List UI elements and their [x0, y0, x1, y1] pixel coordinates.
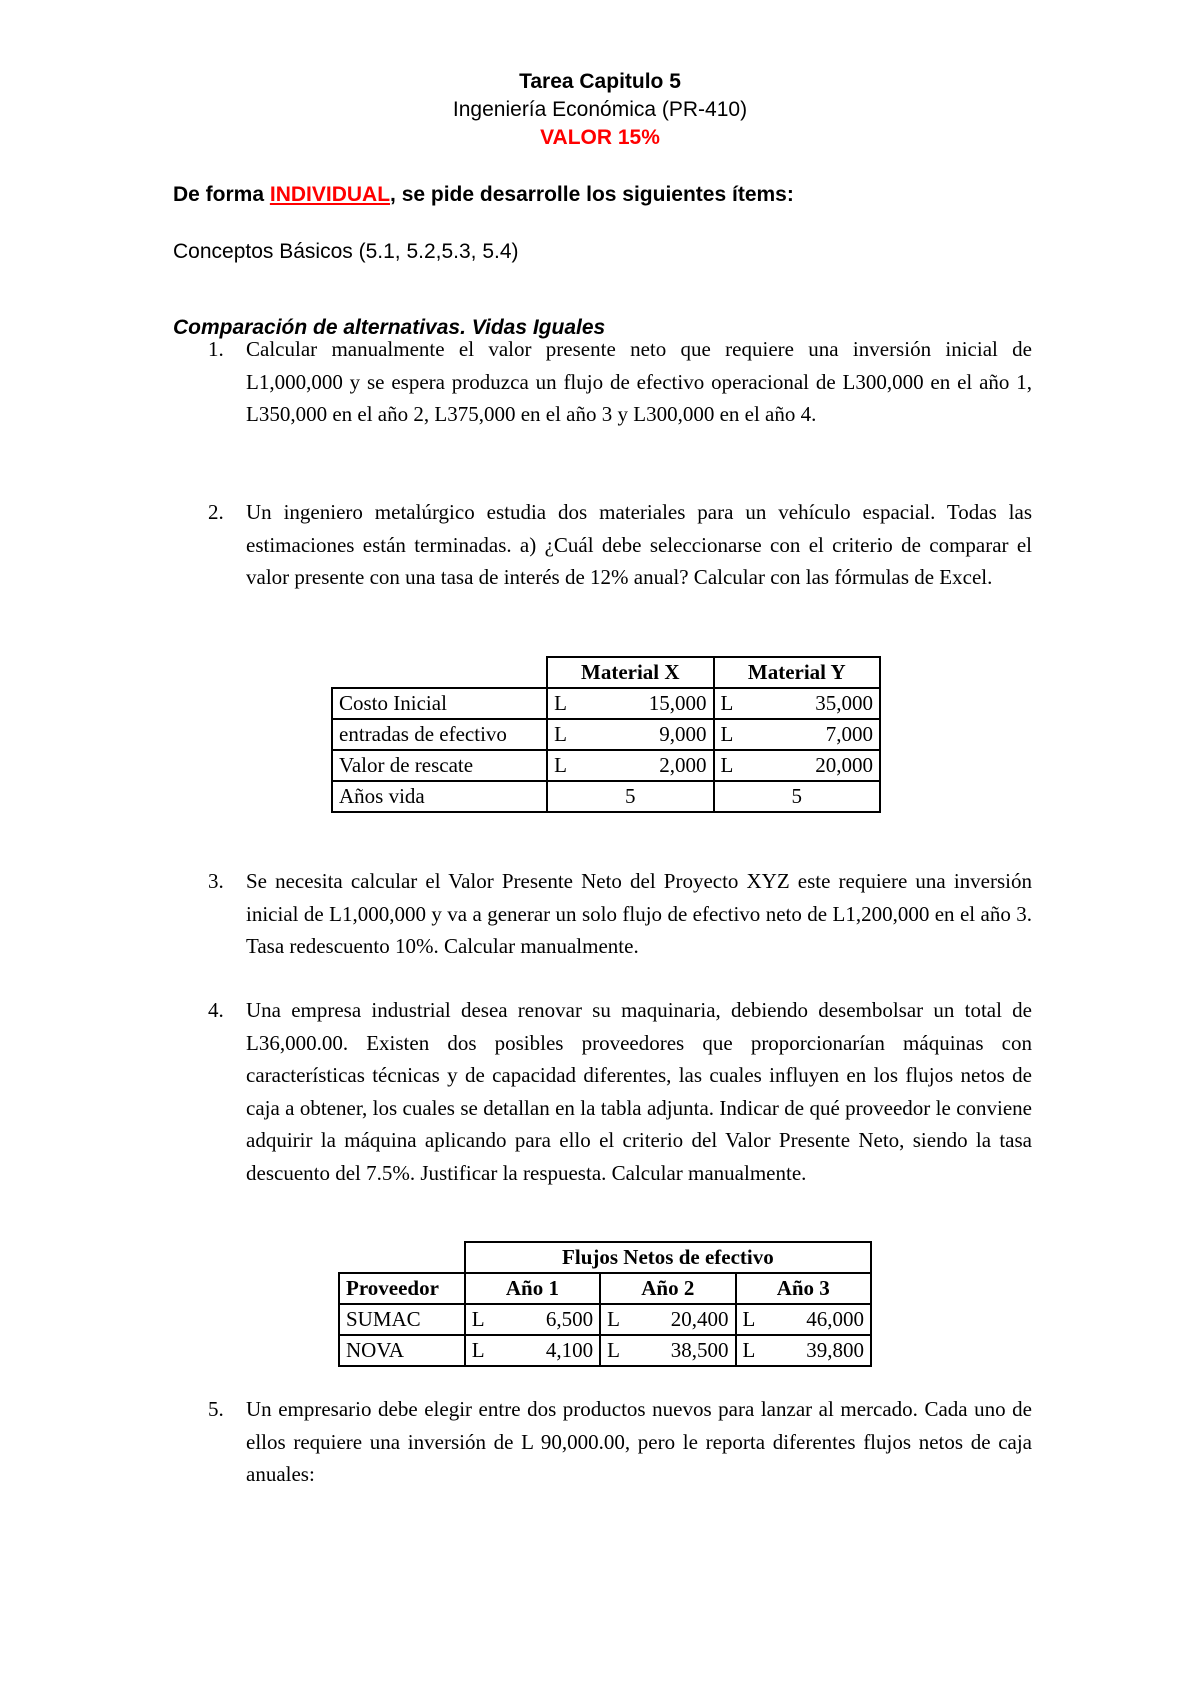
cell-value: 20,400	[670, 1307, 729, 1331]
row-label: Valor de rescate	[332, 750, 547, 781]
row-label: NOVA	[339, 1335, 465, 1366]
row-label: SUMAC	[339, 1304, 465, 1335]
table-row	[339, 1335, 871, 1366]
item-text: Calcular manualmente el valor presente neto que requiere una inversión inicial de L1,000,000 y se espera produzca un flujo de efectivo operacional de L300,000 en el año 1, L350,000 en el año 2, L375,000 en el año 3 y L300,000 en el año 4.	[246, 337, 1032, 426]
currency: L	[471, 1338, 485, 1362]
list-item	[208, 994, 1032, 1189]
table-header: Material Y	[714, 657, 880, 688]
item-number: 2.	[208, 500, 224, 524]
currency: L	[720, 722, 734, 746]
cell-value: 6,500	[545, 1307, 594, 1331]
currency: L	[742, 1307, 756, 1331]
course-name: Ingeniería Económica (PR-410)	[452, 98, 748, 121]
row-label: entradas de efectivo	[332, 719, 547, 750]
cell-value: 46,000	[806, 1307, 864, 1331]
section-title: Comparación de alternativas. Vidas Iguales	[173, 316, 606, 339]
list-item	[208, 865, 1032, 963]
list-item	[208, 333, 1032, 431]
table-row	[332, 750, 880, 781]
value-label: VALOR 15%	[540, 126, 660, 149]
table-header: Año 1	[465, 1273, 600, 1304]
row-label: Años vida	[332, 781, 547, 812]
item-number: 3.	[208, 869, 224, 893]
table-header: Año 2	[600, 1273, 735, 1304]
currency: L	[554, 691, 567, 715]
table-header: Proveedor	[339, 1273, 465, 1304]
cell-value: 2,000	[659, 753, 707, 777]
currency: L	[471, 1307, 485, 1331]
cell-value: 15,000	[648, 691, 707, 715]
cell-value: 4,100	[545, 1338, 594, 1362]
table-group-header: Flujos Netos de efectivo	[465, 1242, 871, 1273]
table-row	[339, 1304, 871, 1335]
instruction-suffix: , se pide desarrolle los siguientes ítems:	[390, 183, 794, 206]
item-text: Un ingeniero metalúrgico estudia dos materiales para un vehículo espacial. Todas las estimaciones están terminadas. a) ¿Cuál debe seleccionarse con el criterio de comparar el valor presente con una tasa de interés de 12% anual? Calcular con las fórmulas de Excel.	[246, 500, 1032, 589]
list-item	[208, 496, 1032, 594]
concepts-line: Conceptos Básicos (5.1, 5.2,5.3, 5.4)	[173, 240, 519, 263]
materials-table	[331, 656, 881, 813]
cell-value: 5	[714, 781, 880, 812]
table-row	[332, 719, 880, 750]
doc-title: Tarea Capitulo 5	[519, 70, 681, 93]
currency: L	[554, 753, 567, 777]
currency: L	[607, 1338, 620, 1362]
table-header: Material X	[547, 657, 713, 688]
currency: L	[742, 1338, 756, 1362]
item-number: 4.	[208, 998, 224, 1022]
item-text: Se necesita calcular el Valor Presente Neto del Proyecto XYZ este requiere una inversión inicial de L1,000,000 y va a generar un solo flujo de efectivo neto de L1,200,000 en el año 3. Tasa redescuento 10%. Calcular manualmente.	[246, 869, 1032, 958]
cell-value: 39,800	[806, 1338, 864, 1362]
cell-value: 20,000	[815, 753, 873, 777]
item-number: 5.	[208, 1397, 224, 1421]
item-number: 1.	[208, 337, 224, 361]
currency: L	[554, 722, 567, 746]
table-row	[332, 688, 880, 719]
table-row	[332, 781, 880, 812]
currency: L	[720, 753, 734, 777]
cell-value: 38,500	[670, 1338, 729, 1362]
instruction-highlight: INDIVIDUAL	[269, 183, 391, 206]
list-item	[208, 1393, 1032, 1491]
cell-value: 35,000	[815, 691, 873, 715]
suppliers-table	[338, 1241, 872, 1367]
table-header: Año 3	[736, 1273, 871, 1304]
item-text: Un empresario debe elegir entre dos productos nuevos para lanzar al mercado. Cada uno de ellos requiere una inversión de L 90,000.00, pero le reporta diferentes flujos netos de caja anuales:	[246, 1397, 1032, 1486]
cell-value: 5	[547, 781, 713, 812]
cell-value: 7,000	[825, 722, 873, 746]
instruction-prefix: De forma	[173, 183, 270, 206]
row-label: Costo Inicial	[332, 688, 547, 719]
cell-value: 9,000	[659, 722, 707, 746]
document-header	[0, 68, 1200, 152]
currency: L	[720, 691, 734, 715]
currency: L	[607, 1307, 620, 1331]
item-text: Una empresa industrial desea renovar su maquinaria, debiendo desembolsar un total de L36,000.00. Existen dos posibles proveedores que proporcionarían máquinas con características técnicas y de capacidad diferentes, las cuales influyen en los flujos netos de caja a obtener, los cuales se detallan en la tabla adjunta. Indicar de qué proveedor le conviene adquirir la máquina aplicando para ello el criterio del Valor Presente Neto, siendo la tasa descuento del 7.5%. Justificar la respuesta. Calcular manualmente.	[246, 998, 1032, 1185]
instruction-line	[173, 183, 794, 207]
